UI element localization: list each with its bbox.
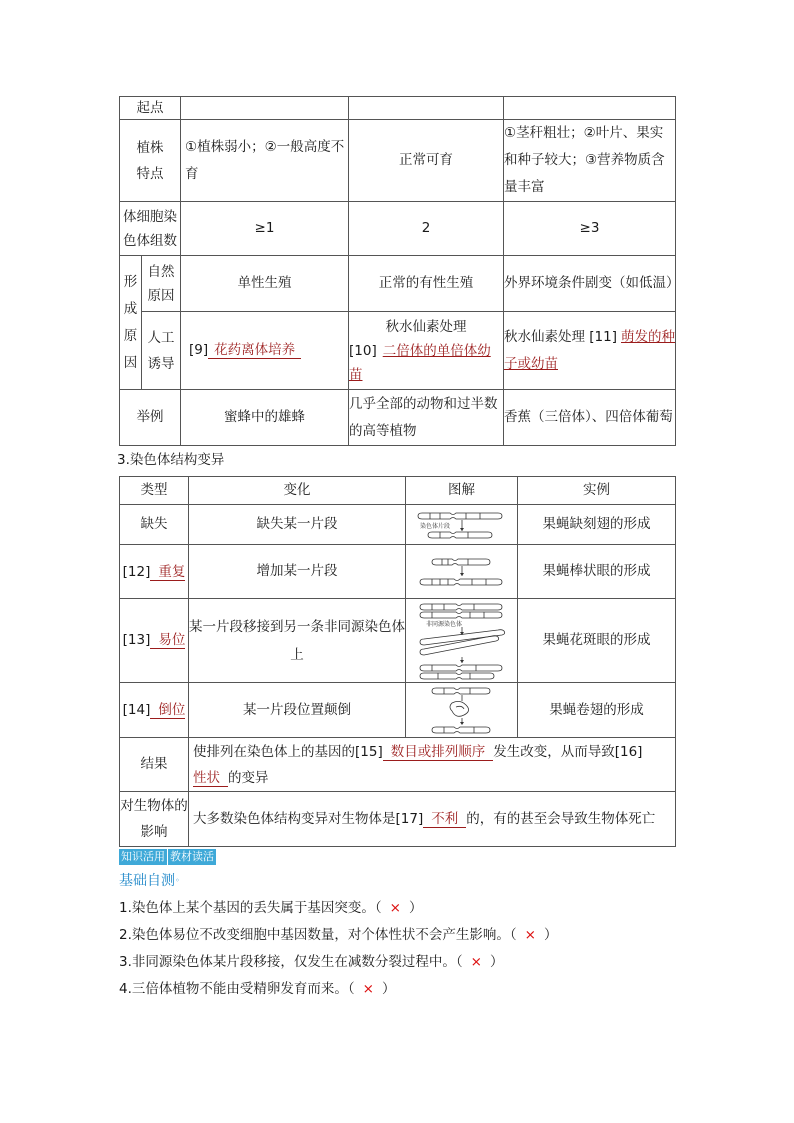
row-label-natural: 自然原因 bbox=[142, 256, 181, 312]
diploid-plant-traits: 正常可育 bbox=[349, 120, 504, 202]
change-deletion: 缺失某一片段 bbox=[189, 505, 406, 545]
translocation-diagram-icon bbox=[410, 601, 514, 681]
cross-mark-icon: × bbox=[389, 900, 401, 916]
example-deletion: 果蝇缺刻翅的形成 bbox=[518, 505, 676, 545]
cross-mark-icon: × bbox=[470, 954, 482, 970]
header-example: 实例 bbox=[518, 477, 676, 505]
tag-textbook-reading: 教材读活 bbox=[170, 850, 214, 863]
diploid-natural: 正常的有性生殖 bbox=[349, 256, 504, 312]
question-4: 4.三倍体植物不能由受精卵发育而来。（ × ） bbox=[119, 981, 396, 997]
type-duplication: [12] 重复 bbox=[120, 545, 189, 599]
polyploid-sets: ≥3 bbox=[504, 202, 676, 256]
change-inversion: 某一片段位置颠倒 bbox=[189, 683, 406, 738]
example-translocation: 果蝇花斑眼的形成 bbox=[518, 599, 676, 683]
haploid-artificial: [9] 花药离体培养 bbox=[181, 312, 349, 390]
type-inversion: [14] 倒位 bbox=[120, 683, 189, 738]
diploid-example: 几乎全部的动物和过半数的高等植物 bbox=[349, 390, 504, 446]
duplication-diagram-icon bbox=[412, 554, 512, 590]
cross-mark-icon: × bbox=[524, 927, 536, 943]
question-3: 3.非同源染色体某片段移接，仅发生在减数分裂过程中。（ × ） bbox=[119, 954, 504, 970]
row-label-formation: 形成原因 bbox=[120, 256, 142, 390]
row-label-plant: 植株特点 bbox=[120, 120, 181, 202]
polyploid-artificial: 秋水仙素处理 [11] 萌发的种子或幼苗 bbox=[504, 312, 676, 390]
haploid-sets: ≥1 bbox=[181, 202, 349, 256]
change-translocation: 某一片段移接到另一条非同源染色体上 bbox=[189, 599, 406, 683]
structure-variation-table bbox=[119, 476, 676, 847]
row-label-effect: 对生物体的影响 bbox=[120, 792, 189, 847]
diagram-translocation bbox=[406, 599, 518, 683]
row-label-result: 结果 bbox=[120, 738, 189, 792]
question-1: 1.染色体上某个基因的丢失属于基因突变。（ × ） bbox=[119, 900, 423, 916]
polyploid-example: 香蕉（三倍体）、四倍体葡萄 bbox=[504, 390, 676, 446]
row-label-start: 起点 bbox=[120, 97, 181, 120]
row-label-example: 举例 bbox=[120, 390, 181, 446]
change-duplication: 增加某一片段 bbox=[189, 545, 406, 599]
header-diagram: 图解 bbox=[406, 477, 518, 505]
diagram-inversion bbox=[406, 683, 518, 738]
diagram-duplication bbox=[406, 545, 518, 599]
inversion-diagram-icon bbox=[412, 685, 512, 735]
deletion-diagram-icon bbox=[412, 507, 512, 543]
diagram-deletion bbox=[406, 505, 518, 545]
diploid-sets: 2 bbox=[349, 202, 504, 256]
type-translocation: [13] 易位 bbox=[120, 599, 189, 683]
haploid-plant-traits: ①植株弱小；②一般高度不育 bbox=[181, 120, 349, 202]
title-decoration-icon: ◦ bbox=[175, 876, 180, 885]
row-label-sets: 体细胞染色体组数 bbox=[120, 202, 181, 256]
polyploid-plant-traits: ①茎秆粗壮；②叶片、果实和种子较大；③营养物质含量丰富 bbox=[504, 120, 676, 202]
header-change: 变化 bbox=[189, 477, 406, 505]
section-title: 3.染色体结构变异 bbox=[117, 452, 225, 468]
svg-text:非同源染色体: 非同源染色体 bbox=[425, 620, 462, 628]
haploid-example: 蜜蜂中的雄蜂 bbox=[181, 390, 349, 446]
header-type: 类型 bbox=[120, 477, 189, 505]
self-test-title: 基础自测◦ bbox=[119, 873, 180, 889]
example-duplication: 果蝇棒状眼的形成 bbox=[518, 545, 676, 599]
ploidy-table bbox=[119, 96, 680, 446]
tag-knowledge-application: 知识活用 bbox=[121, 850, 165, 863]
polyploid-natural: 外界环境条件剧变（如低温） bbox=[504, 256, 676, 312]
row-label-artificial: 人工诱导 bbox=[142, 312, 181, 390]
question-2: 2.染色体易位不改变细胞中基因数量，对个体性状不会产生影响。（ × ） bbox=[119, 927, 558, 943]
diploid-artificial: 秋水仙素处理 [10] 二倍体的单倍体幼苗 bbox=[349, 312, 504, 390]
cross-mark-icon: × bbox=[362, 981, 374, 997]
tag-bar bbox=[119, 848, 217, 865]
result-text: 使排列在染色体上的基因的[15] 数目或排列顺序 发生改变，从而导致[16]性状 的变异 bbox=[189, 738, 676, 792]
example-inversion: 果蝇卷翅的形成 bbox=[518, 683, 676, 738]
type-deletion: 缺失 bbox=[120, 505, 189, 545]
haploid-natural: 单性生殖 bbox=[181, 256, 349, 312]
svg-text:染色体片段: 染色体片段 bbox=[419, 522, 450, 530]
effect-text: 大多数染色体结构变异对生物体是[17] 不利 的，有的甚至会导致生物体死亡 bbox=[189, 792, 676, 847]
